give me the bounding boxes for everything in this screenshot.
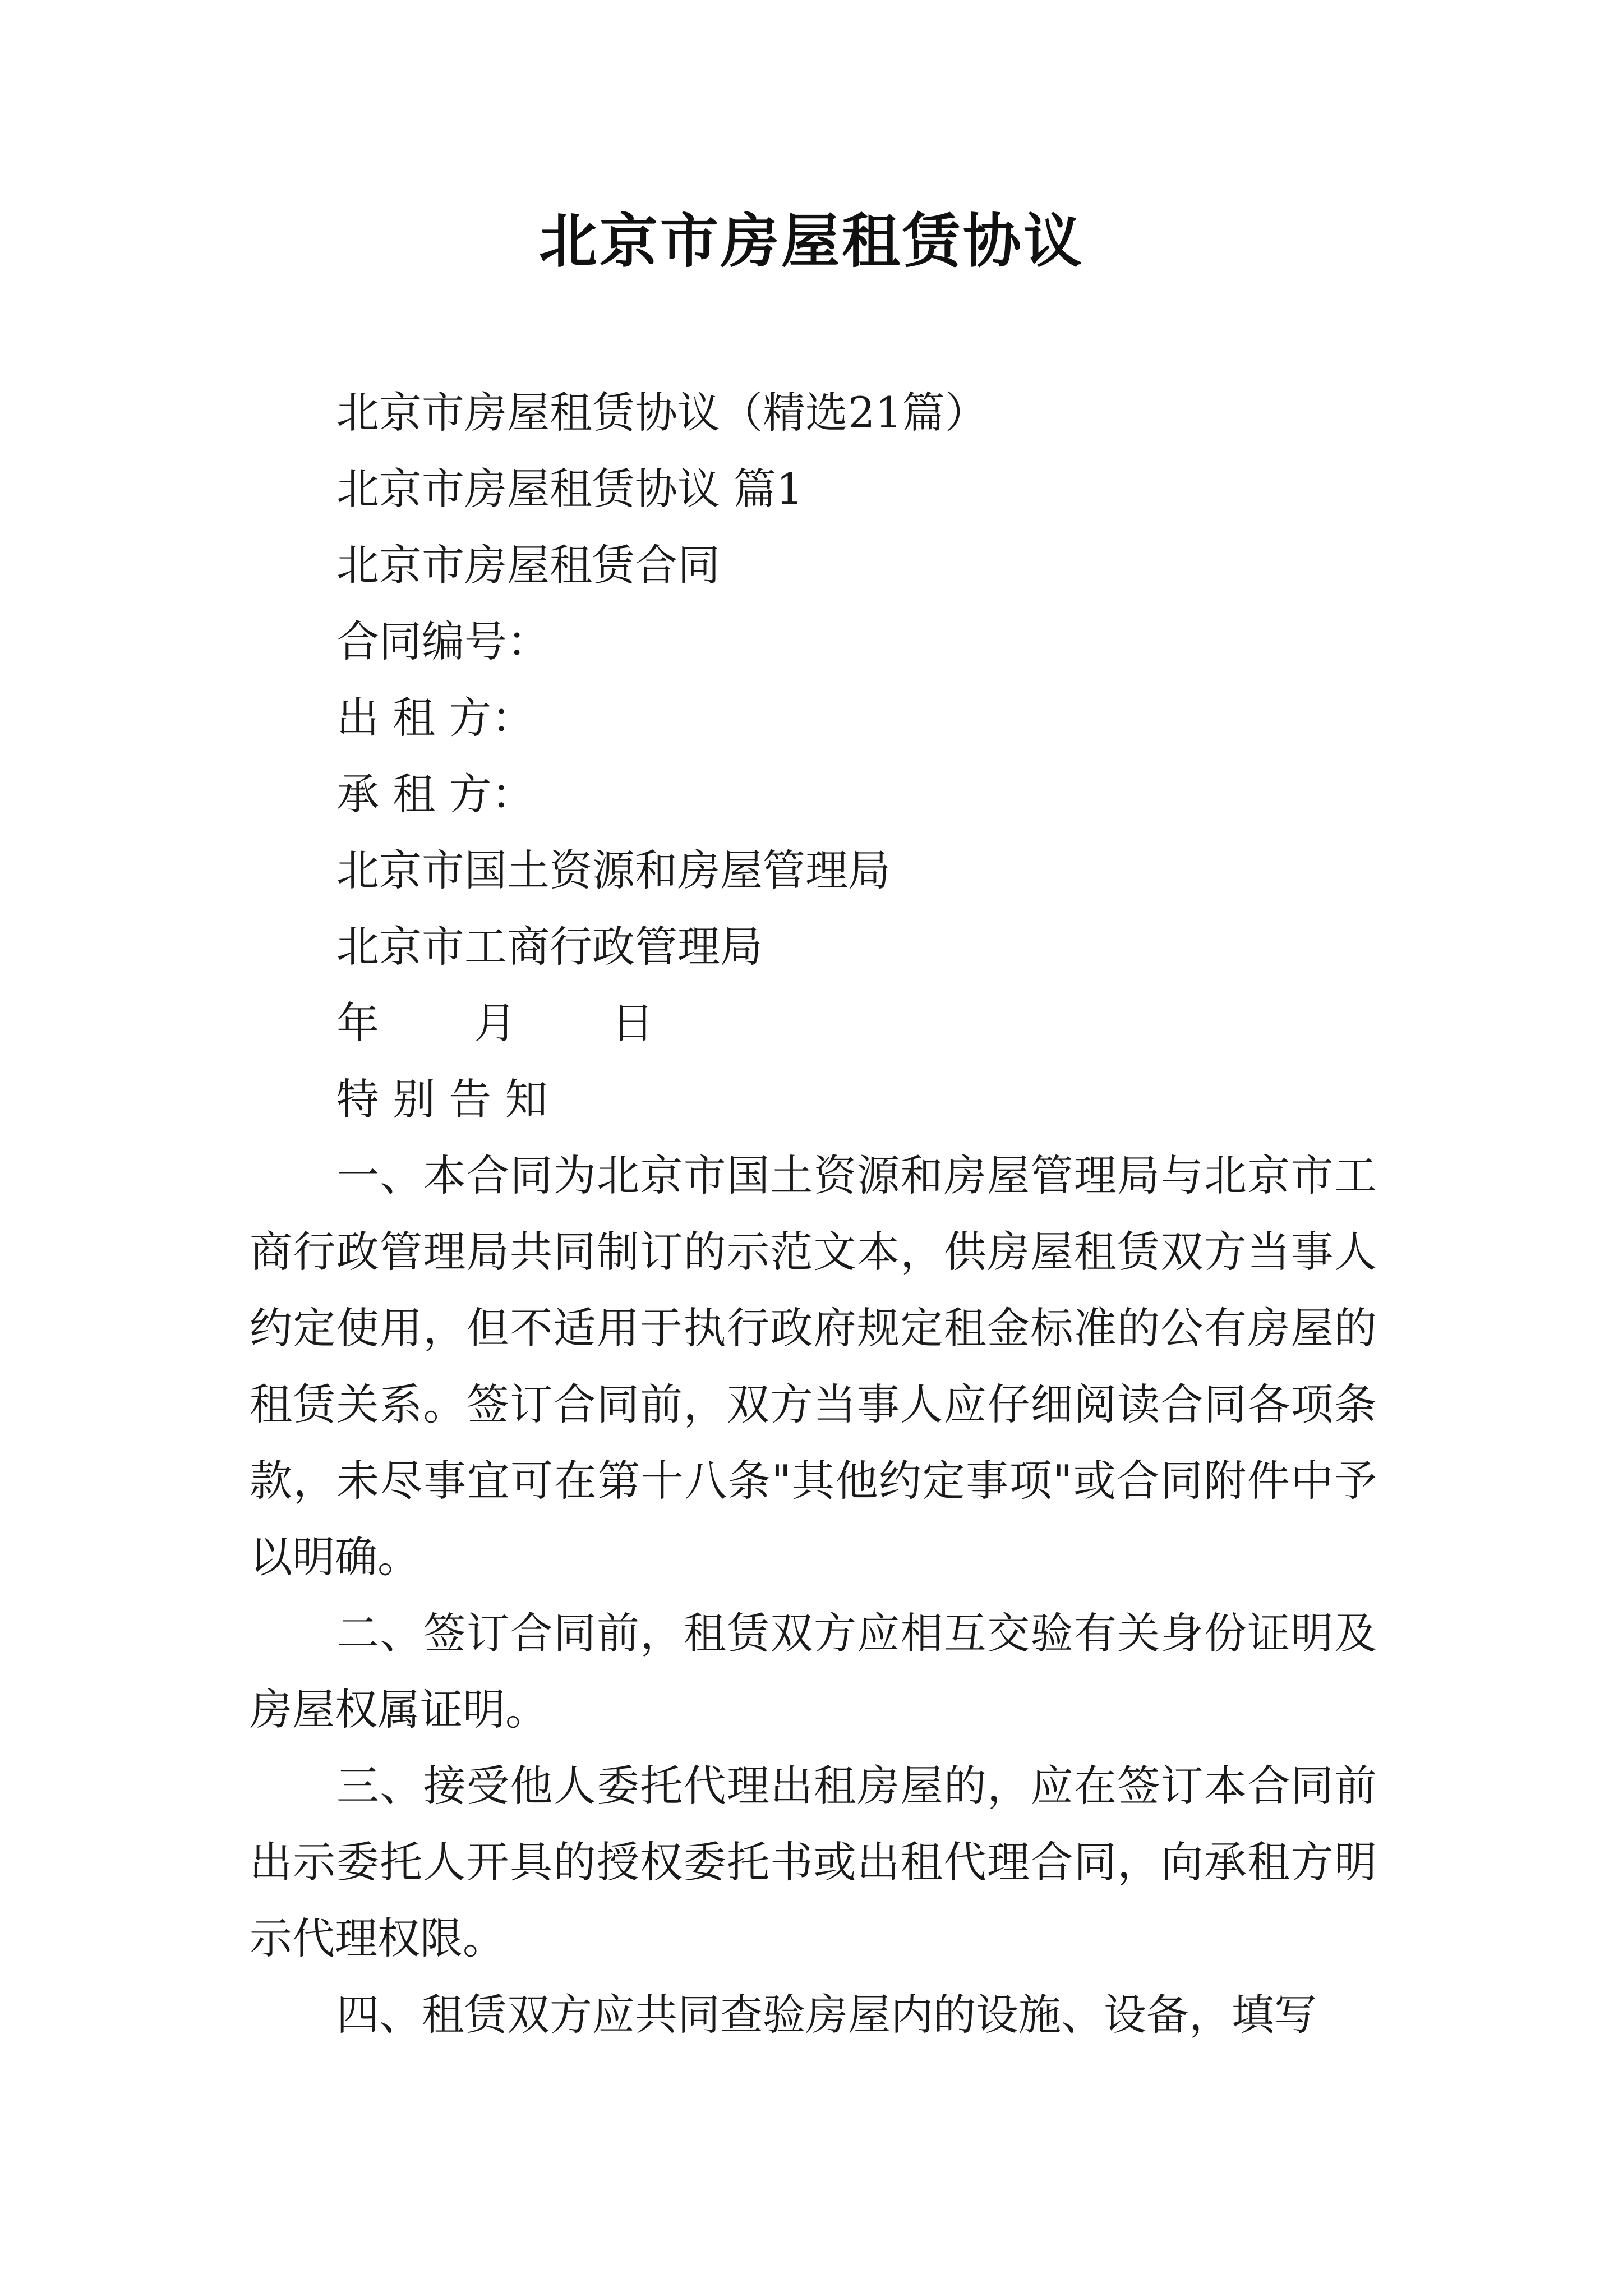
notice-paragraph-3: 三、接受他人委托代理出租房屋的，应在签订本合同前出示委托人开具的授权委托书或出租代理合同，向承租方明示代理权限。 [250, 1761, 1377, 1963]
section-heading: 北京市房屋租赁协议 篇1 [336, 464, 804, 514]
lessee-label: 承 租 方： [336, 769, 534, 819]
issuer-commerce-bureau: 北京市工商行政管理局 [336, 922, 763, 972]
notice-paragraph-2: 二、签订合同前，租赁双方应相互交验有关身份证明及房屋权属证明。 [250, 1608, 1377, 1734]
contract-number-label: 合同编号： [336, 616, 550, 666]
notice-heading: 特 别 告 知 [336, 1074, 548, 1124]
issuer-land-bureau: 北京市国土资源和房屋管理局 [336, 845, 891, 895]
lessor-label: 出 租 方： [336, 693, 534, 743]
document-body [250, 375, 1377, 2053]
notice-paragraph-1: 一、本合同为北京市国土资源和房屋管理局与北京市工商行政管理局共同制订的示范文本，供房屋租赁双方当事人约定使用，但不适用于执行政府规定租金标准的公有房屋的租赁关系。签订合同前，双方当事人应仔细阅读合同各项条款，未尽事宜可在第十八条"其他约定事项"或合同附件中予以明确。 [250, 1151, 1377, 1582]
notice-paragraph-4: 四、租赁双方应共同查验房屋内的设施、设备，填写 [336, 1990, 1317, 2040]
subtitle-line: 北京市房屋租赁协议（精选21篇） [336, 388, 988, 438]
document-title: 北京市房屋租赁协议 [538, 207, 1084, 275]
contract-title: 北京市房屋租赁合同 [336, 540, 720, 590]
date-line: 年 月 日 [336, 998, 654, 1048]
